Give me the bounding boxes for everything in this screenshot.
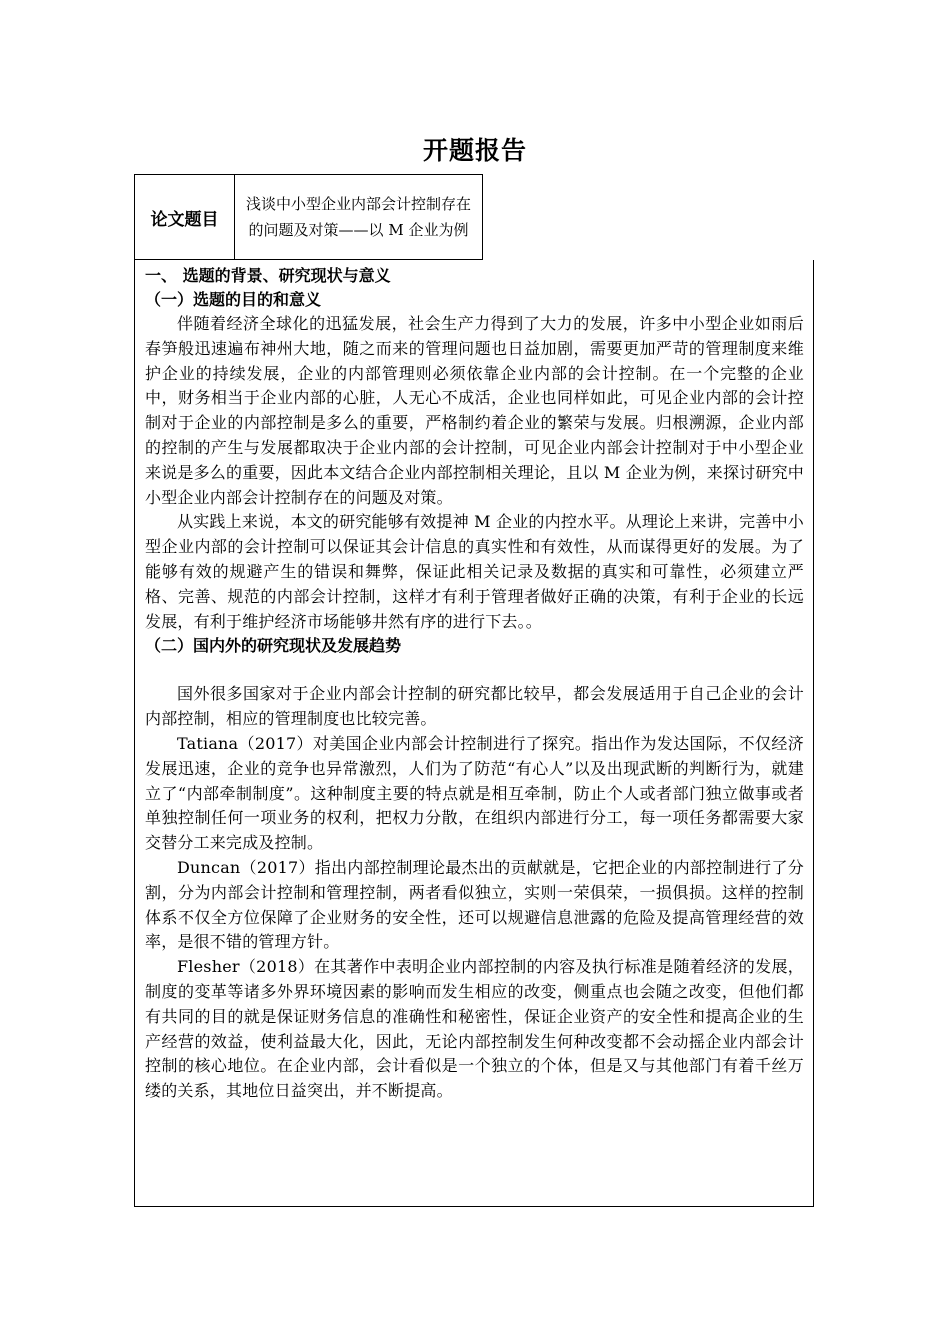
- topic-label: 论文题目: [135, 175, 235, 260]
- topic-value: 浅谈中小型企业内部会计控制存在的问题及对策——以 M 企业为例: [235, 175, 483, 260]
- document-title: 开题报告: [422, 136, 527, 165]
- subsection-heading-purpose: （一）选题的目的和意义: [145, 290, 322, 309]
- topic-row: [135, 175, 483, 260]
- blank-line: [145, 658, 804, 682]
- paragraph: 国外很多国家对于企业内部会计控制的研究都比较早，都会发展适用于自己企业的会计内部控制，相应的管理制度也比较完善。: [145, 684, 804, 729]
- paragraph: Flesher（2018）在其著作中表明企业内部控制的内容及执行标准是随着经济的发展，制度的变革等诸多外界环境因素的影响而发生相应的改变，侧重点也会随之改变，但他们都有共同的目的就是保证财务信息的准确性和秘密性，保证企业资产的安全性和提高企业的生产经营的效益，使利益最大化，因此，无论内部控制发生何种改变都不会动摇企业内部会计控制的核心地位。在企业内部，会计看似是一个独立的个体，但是又与其他部门有着千丝万缕的关系，其地位日益突出，并不断提高。: [145, 957, 804, 1101]
- subsection-heading-research-status: （二）国内外的研究现状及发展趋势: [145, 636, 402, 656]
- topic-table: [134, 174, 483, 260]
- paragraph: Tatiana（2017）对美国企业内部会计控制进行了探究。指出作为发达国际，不仅经济发展迅速，企业的竞争也异常激烈，人们为了防范“有心人”以及出现武断的判断行为，就建立了“内部牵制制度”。这种制度主要的特点就是相互牵制，防止个人或者部门独立做事或者单独控制任何一项业务的权利，把权力分散，在组织内部进行分工，每一项任务都需要大家交替分工来完成及控制。: [145, 733, 804, 853]
- paragraph: 伴随着经济全球化的迅猛发展，社会生产力得到了大力的发展，许多中小型企业如雨后春笋般迅速遍布神州大地，随之而来的管理问题也日益加剧，需要更加严苛的管理制度来维护企业的持续发展，企业的内部管理则必须依靠企业内部的会计控制。在一个完整的企业中，财务相当于企业内部的心脏，人无心不成活，企业也同样如此，可见企业内部的会计控制对于企业的内部控制是多么的重要，严格制约着企业的繁荣与发展。归根溯源，企业内部的控制的产生与发展都取决于企业内部的会计控制，可见企业内部会计控制对于中小型企业来说是多么的重要，因此本文结合企业内部控制相关理论，且以 M 企业为例，来探讨研究中小型企业内部会计控制存在的问题及对策。: [145, 314, 804, 507]
- paragraph: 从实践上来说，本文的研究能够有效提神 M 企业的内控水平。从理论上来讲，完善中小型企业内部的会计控制可以保证其会计信息的真实性和有效性，从而谋得更好的发展。为了能够有效的规避产生的错误和舞弊，保证此相关记录及数据的真实和可靠性，必须建立严格、完善、规范的内部会计控制，这样才有利于管理者做好正确的决策，有利于企业的长远发展，有利于维护经济市场能够井然有序的进行下去。。: [145, 512, 804, 631]
- content-box: [134, 260, 814, 1207]
- section-heading-background: 一、 选题的背景、研究现状与意义: [145, 266, 391, 285]
- paragraph: Duncan（2017）指出内部控制理论最杰出的贡献就是，它把企业的内部控制进行了分割，分为内部会计控制和管理控制，两者看似独立，实则一荣俱荣，一损俱损。这样的控制体系不仅全方位保障了企业财务的安全性，还可以规避信息泄露的危险及提高管理经营的效率，是很不错的管理方针。: [145, 857, 804, 952]
